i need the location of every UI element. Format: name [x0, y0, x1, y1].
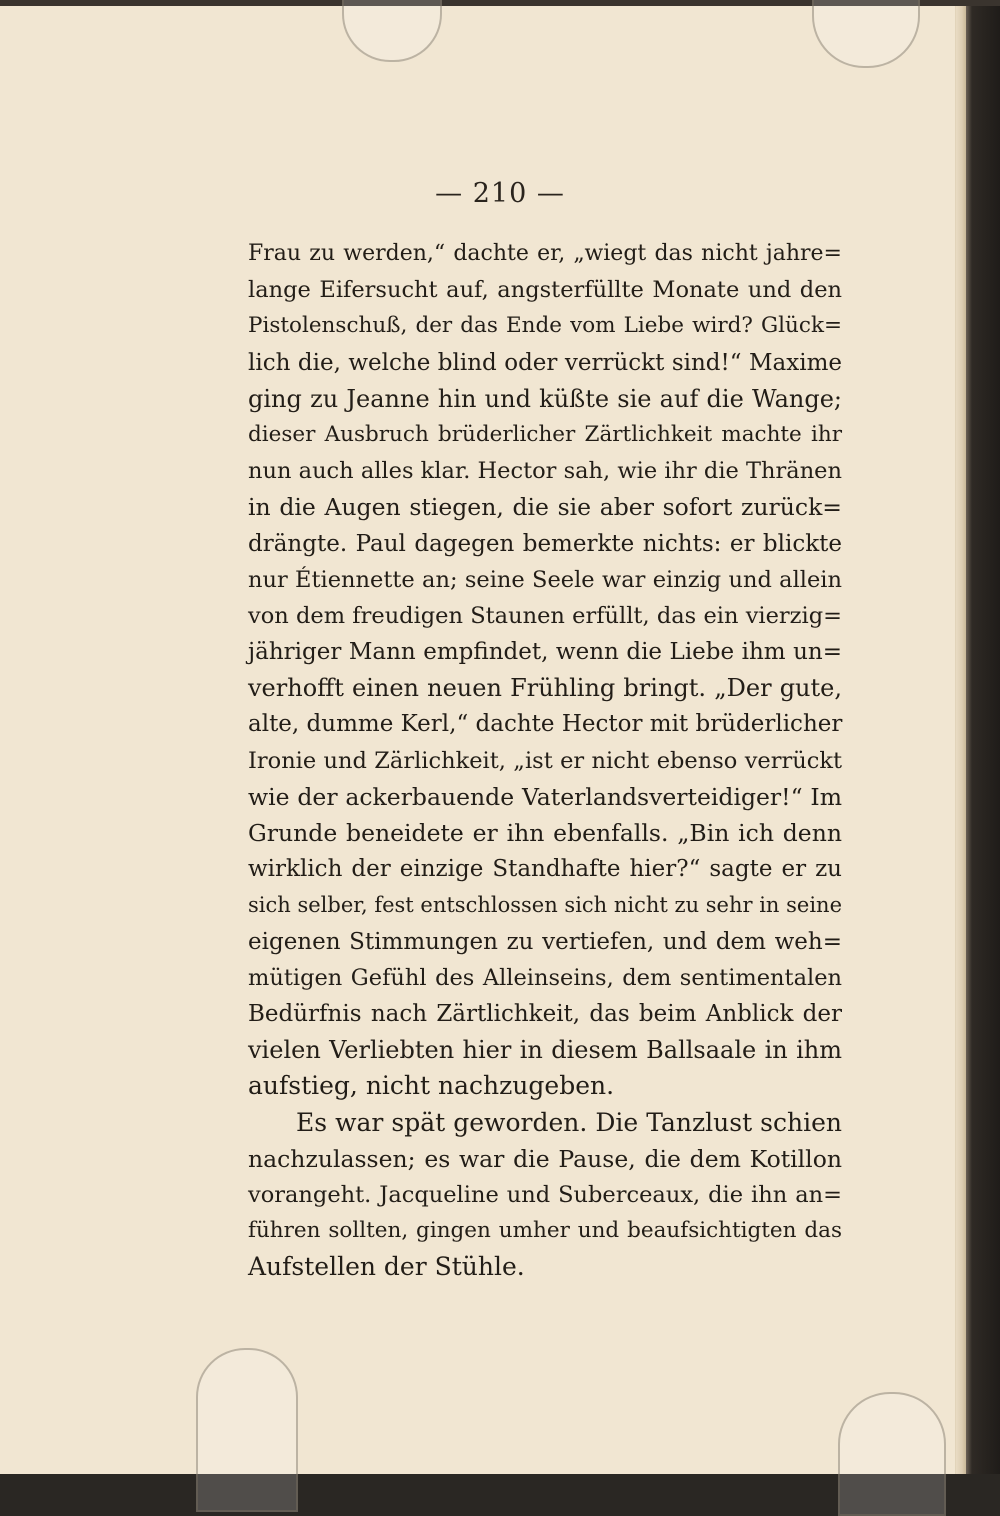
text-line: Bedürfnis nach Zärtlichkeit, das beim Anblick der: [248, 1000, 842, 1027]
text-line: sich selber, fest entschlossen sich nicht zu sehr in seine: [248, 893, 843, 918]
page-clip-bottom-left: [196, 1348, 298, 1512]
text-line: Aufstellen der Stühle.: [248, 1252, 525, 1282]
text-line: vielen Verliebten hier in diesem Ballsaale in ihm: [248, 1036, 842, 1065]
text-line: führen sollten, gingen umher und beaufsichtigten das: [248, 1218, 842, 1244]
text-line: in die Augen stiegen, die sie aber sofort zurück=: [248, 493, 842, 522]
text-line: Pistolenschuß, der das Ende vom Liebe wird? Glück=: [248, 313, 842, 339]
text-line: vorangeht. Jacqueline und Suberceaux, die ihn an=: [248, 1181, 842, 1208]
text-line: nachzulassen; es war die Pause, die dem Kotillon: [248, 1144, 842, 1173]
text-line: eigenen Stimmungen zu vertiefen, und dem weh=: [248, 928, 842, 955]
text-line: lich die, welche blind oder verrückt sind!“ Maxime: [248, 349, 842, 376]
page-edge-stack: [955, 6, 966, 1474]
text-line: Es war spät geworden. Die Tanzlust schien: [296, 1107, 842, 1137]
text-line: wie der ackerbauende Vaterlandsverteidiger!“ Im: [248, 782, 842, 811]
text-line: mütigen Gefühl des Alleinseins, dem sentimentalen: [248, 964, 842, 991]
page-number: — 210 —: [435, 178, 565, 209]
text-line: verhofft einen neuen Frühling bringt. „Der gute,: [248, 674, 842, 703]
text-line: ging zu Jeanne hin und küßte sie auf die Wange;: [248, 384, 842, 413]
text-line: aufstieg, nicht nachzugeben.: [248, 1071, 615, 1101]
text-line: alte, dumme Kerl,“ dachte Hector mit brüderlicher: [248, 711, 843, 738]
text-line: von dem freudigen Staunen erfüllt, das ein vierzig=: [248, 602, 842, 629]
scanner-edge: [966, 0, 1000, 1474]
text-line: drängte. Paul dagegen bemerkte nichts: er blickte: [248, 530, 842, 557]
text-line: Frau zu werden,“ dachte er, „wiegt das nicht jahre=: [248, 241, 842, 266]
text-line: nun auch alles klar. Hector sah, wie ihr die Thränen: [248, 458, 842, 485]
text-line: dieser Ausbruch brüderlicher Zärtlichkeit machte ihr: [248, 421, 842, 447]
page-clip-bottom-right: [838, 1392, 946, 1516]
text-line: Grunde beneidete er ihn ebenfalls. „Bin ich denn: [248, 819, 842, 847]
text-line: wirklich der einzige Standhafte hier?“ sagte er zu: [248, 856, 842, 883]
body-text: [248, 236, 842, 1285]
text-line: jähriger Mann empfindet, wenn die Liebe ihm un=: [248, 639, 842, 666]
text-line: nur Étiennette an; seine Seele war einzig und allein: [248, 566, 842, 593]
text-line: Ironie und Zärlichkeit, „ist er nicht ebenso verrückt: [248, 747, 842, 774]
text-line: lange Eifersucht auf, angsterfüllte Monate und den: [248, 277, 842, 304]
